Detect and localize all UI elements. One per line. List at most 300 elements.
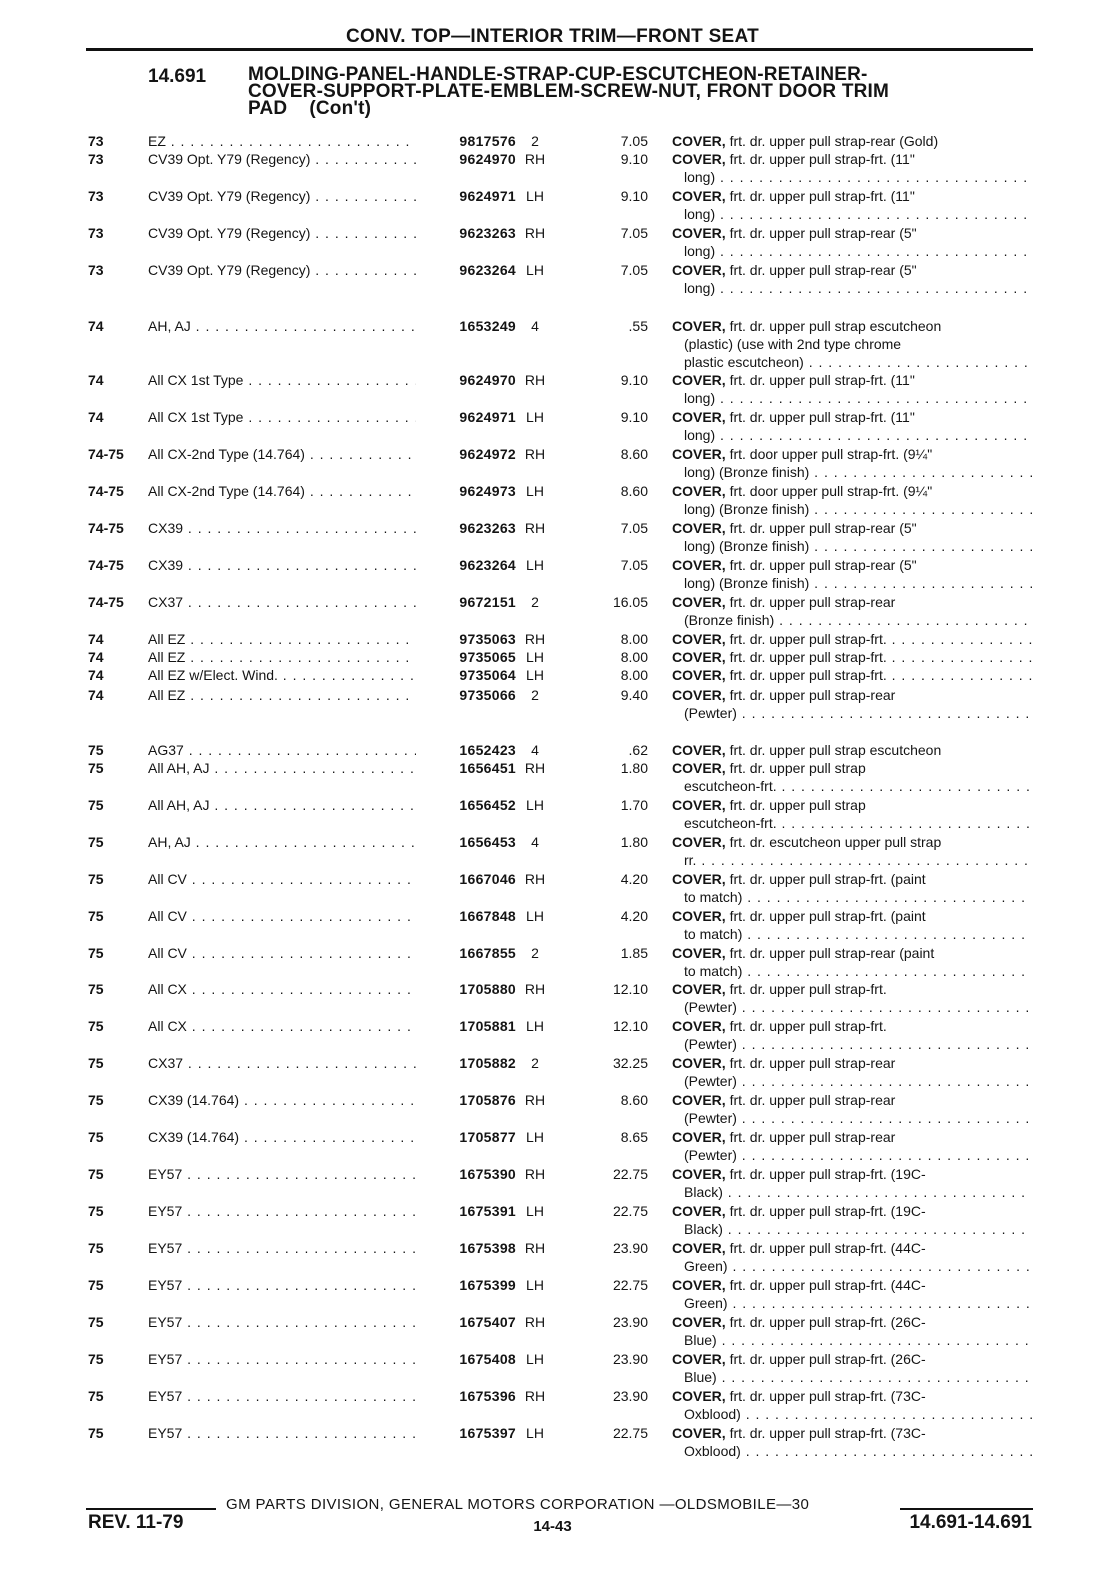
description-text: frt. dr. upper pull strap-rear — [729, 1129, 896, 1145]
description-keyword: COVER, — [672, 1203, 726, 1219]
description-line — [672, 317, 1032, 335]
part-number: 9623264 — [459, 557, 516, 573]
group-title — [248, 66, 1038, 117]
description — [672, 666, 1032, 684]
description-line — [672, 426, 1032, 444]
description — [672, 1054, 1032, 1090]
description-text: long) — [684, 169, 716, 185]
application: CX39 . . . — [148, 556, 416, 574]
description-text: frt. dr. upper pull strap-frt. (11" — [729, 188, 915, 204]
price: .55 — [628, 318, 648, 334]
price: 9.10 — [620, 409, 648, 425]
description-text: rr. — [684, 852, 697, 868]
description-line — [672, 1257, 1032, 1275]
description-text: frt. dr. upper pull strap-rear (5" — [729, 557, 917, 573]
model-year: 75 — [88, 1129, 104, 1145]
part-number: 9735063 — [459, 631, 516, 647]
description-text: frt. dr. upper pull strap — [729, 760, 866, 776]
application: CX39 (14.764) . . . — [148, 1128, 416, 1146]
part-number: 1705877 — [459, 1129, 516, 1145]
description-line — [672, 500, 1032, 518]
application: All AH, AJ . . . — [148, 796, 416, 814]
description-line — [672, 1128, 1032, 1146]
price: 7.05 — [620, 557, 648, 573]
description — [672, 1239, 1032, 1275]
description-line — [672, 630, 1032, 648]
quantity: 2 — [531, 945, 539, 961]
price: 8.00 — [620, 667, 648, 683]
description — [672, 1165, 1032, 1201]
footer-group-range: 14.691-14.691 — [909, 1512, 1032, 1533]
description-line — [672, 279, 1032, 297]
application: All AH, AJ . . . — [148, 759, 416, 777]
description — [672, 759, 1032, 795]
description-keyword: COVER, — [672, 1240, 726, 1256]
quantity: LH — [526, 649, 544, 665]
description-keyword: COVER, — [672, 1388, 726, 1404]
description-keyword: COVER, — [672, 318, 726, 334]
description-line — [672, 944, 1032, 962]
model-year: 74-75 — [88, 594, 124, 610]
quantity: 2 — [531, 133, 539, 149]
description-line — [672, 1072, 1032, 1090]
description-text: escutcheon-frt. — [684, 815, 777, 831]
quantity: LH — [526, 1203, 544, 1219]
application: All CX-2nd Type (14.764) . . . — [148, 482, 416, 500]
quantity: RH — [524, 631, 546, 647]
description-line — [672, 1424, 1032, 1442]
quantity: LH — [526, 1277, 544, 1293]
description-text: frt. dr. upper pull strap-rear (5" — [729, 262, 917, 278]
quantity: RH — [524, 1388, 546, 1404]
description-line — [672, 463, 1032, 481]
quantity: 2 — [531, 594, 539, 610]
model-year: 74 — [88, 667, 104, 683]
description — [672, 482, 1032, 518]
description-line — [672, 962, 1032, 980]
part-number: 9624971 — [459, 409, 516, 425]
description-keyword: COVER, — [672, 797, 726, 813]
description — [672, 408, 1032, 444]
quantity: RH — [524, 760, 546, 776]
model-year: 75 — [88, 1388, 104, 1404]
description-text: frt. dr. upper pull strap-frt. (26C- — [729, 1351, 926, 1367]
price: 9.10 — [620, 151, 648, 167]
description-text: to match) — [684, 889, 743, 905]
description-line — [672, 1313, 1032, 1331]
application: EY57 . . . — [148, 1202, 416, 1220]
model-year: 74 — [88, 409, 104, 425]
description-keyword: COVER, — [672, 1314, 726, 1330]
application: All CX . . . — [148, 1017, 416, 1035]
description-text: frt. dr. upper pull strap-rear (5" — [729, 520, 917, 536]
application: EZ . . . — [148, 132, 416, 150]
model-year: 75 — [88, 1277, 104, 1293]
description-keyword: COVER, — [672, 446, 726, 462]
description-line — [672, 1054, 1032, 1072]
part-number: 1705881 — [459, 1018, 516, 1034]
price: 9.10 — [620, 372, 648, 388]
description-text: (Pewter) — [684, 1147, 737, 1163]
model-year: 75 — [88, 1314, 104, 1330]
description — [672, 187, 1032, 223]
description-line — [672, 998, 1032, 1016]
price: 23.90 — [612, 1240, 648, 1256]
description-keyword: COVER, — [672, 631, 726, 647]
description — [672, 686, 1032, 722]
description-keyword: COVER, — [672, 557, 726, 573]
price: 16.05 — [612, 594, 648, 610]
application: All EZ . . . — [148, 630, 416, 648]
description-keyword: COVER, — [672, 133, 726, 149]
model-year: 74 — [88, 687, 104, 703]
model-year: 74 — [88, 649, 104, 665]
part-number: 9624972 — [459, 446, 516, 462]
description-keyword: COVER, — [672, 1129, 726, 1145]
model-year: 73 — [88, 133, 104, 149]
description-line — [672, 796, 1032, 814]
model-year: 73 — [88, 225, 104, 241]
description-line — [672, 335, 1032, 353]
description-text: frt. dr. upper pull strap-rear — [729, 687, 896, 703]
description-keyword: COVER, — [672, 372, 726, 388]
description-text: (plastic) (use with 2nd type chrome — [684, 336, 902, 352]
price: 22.75 — [612, 1166, 648, 1182]
quantity: LH — [526, 1018, 544, 1034]
description-text: frt. dr. upper pull strap-frt. (44C- — [729, 1240, 926, 1256]
description-keyword: COVER, — [672, 520, 726, 536]
price: 9.10 — [620, 188, 648, 204]
description-keyword: COVER, — [672, 1277, 726, 1293]
model-year: 73 — [88, 151, 104, 167]
model-year: 75 — [88, 1203, 104, 1219]
description — [672, 944, 1032, 980]
model-year: 74-75 — [88, 483, 124, 499]
application: All CX . . . — [148, 980, 416, 998]
model-year: 73 — [88, 262, 104, 278]
quantity: LH — [526, 667, 544, 683]
price: 7.05 — [620, 133, 648, 149]
description-keyword: COVER, — [672, 1018, 726, 1034]
part-number: 9735064 — [459, 667, 516, 683]
description-text: long) (Bronze finish) — [684, 464, 810, 480]
description-text: frt. dr. upper pull strap-frt. — [729, 649, 887, 665]
description-text: (Pewter) — [684, 999, 737, 1015]
description-line — [672, 1331, 1032, 1349]
description-keyword: COVER, — [672, 687, 726, 703]
description-text: frt. dr. upper pull strap-frt. (19C- — [729, 1166, 926, 1182]
part-number: 9624970 — [459, 372, 516, 388]
description-line — [672, 593, 1032, 611]
description-line — [672, 261, 1032, 279]
model-year: 75 — [88, 834, 104, 850]
description-line — [672, 1442, 1032, 1460]
description-line — [672, 1276, 1032, 1294]
price: 1.70 — [620, 797, 648, 813]
application: All CV . . . — [148, 907, 416, 925]
part-number: 1705876 — [459, 1092, 516, 1108]
description-text: frt. dr. upper pull strap-frt. (73C- — [729, 1388, 926, 1404]
price: 1.80 — [620, 834, 648, 850]
quantity: RH — [524, 1166, 546, 1182]
description-text: long) — [684, 390, 716, 406]
price: 4.20 — [620, 908, 648, 924]
part-number: 9817576 — [459, 133, 516, 149]
price: 8.60 — [620, 1092, 648, 1108]
description-text: frt. dr. upper pull strap-frt. (paint — [729, 908, 926, 924]
description-line — [672, 925, 1032, 943]
part-number: 9735065 — [459, 649, 516, 665]
group-title-line — [248, 100, 1038, 117]
model-year: 74-75 — [88, 557, 124, 573]
application: AH, AJ . . . — [148, 317, 416, 335]
description-line — [672, 187, 1032, 205]
part-number: 9623264 — [459, 262, 516, 278]
description — [672, 556, 1032, 592]
part-number: 1675407 — [459, 1314, 516, 1330]
quantity: RH — [524, 1240, 546, 1256]
quantity: 2 — [531, 687, 539, 703]
description-line — [672, 1387, 1032, 1405]
description-keyword: COVER, — [672, 1092, 726, 1108]
application: EY57 . . . — [148, 1424, 416, 1442]
description-text: frt. door upper pull strap-frt. (9¼" — [729, 446, 933, 462]
description-keyword: COVER, — [672, 483, 726, 499]
description-keyword: COVER, — [672, 649, 726, 665]
description-text: frt. dr. upper pull strap-rear (5" — [729, 225, 917, 241]
description — [672, 630, 1032, 648]
model-year: 74-75 — [88, 520, 124, 536]
description-line — [672, 519, 1032, 537]
description-text: frt. dr. upper pull strap escutcheon — [729, 318, 942, 334]
price: 22.75 — [612, 1425, 648, 1441]
part-number: 9735066 — [459, 687, 516, 703]
part-number: 1675399 — [459, 1277, 516, 1293]
price: 23.90 — [612, 1388, 648, 1404]
quantity: LH — [526, 188, 544, 204]
model-year: 73 — [88, 188, 104, 204]
quantity: 4 — [531, 318, 539, 334]
description-text: long) (Bronze finish) — [684, 538, 810, 554]
part-number: 1675408 — [459, 1351, 516, 1367]
description-line — [672, 1294, 1032, 1312]
model-year: 74-75 — [88, 446, 124, 462]
application: All CV . . . — [148, 944, 416, 962]
description-text: (Pewter) — [684, 705, 737, 721]
footer-rule — [900, 1508, 1033, 1510]
description-line — [672, 1202, 1032, 1220]
quantity: 4 — [531, 742, 539, 758]
description-line — [672, 556, 1032, 574]
description-line — [672, 1350, 1032, 1368]
description-text: frt. dr. upper pull strap-frt. (paint — [729, 871, 926, 887]
part-number: 1675391 — [459, 1203, 516, 1219]
description-text: long) (Bronze finish) — [684, 501, 810, 517]
description-line — [672, 1146, 1032, 1164]
part-number: 1667855 — [459, 945, 516, 961]
description-line — [672, 741, 1032, 759]
description-text: Black) — [684, 1221, 723, 1237]
quantity: RH — [524, 446, 546, 462]
description — [672, 1017, 1032, 1053]
application: AH, AJ . . . — [148, 833, 416, 851]
description-text: long) — [684, 427, 716, 443]
group-title-line: MOLDING-PANEL-HANDLE-STRAP-CUP-ESCUTCHEON-RETAINER- — [248, 64, 868, 85]
description — [672, 980, 1032, 1016]
description-text: Oxblood) — [684, 1443, 741, 1459]
description-text: Oxblood) — [684, 1406, 741, 1422]
application: EY57 . . . — [148, 1350, 416, 1368]
quantity: RH — [524, 520, 546, 536]
description — [672, 1424, 1032, 1460]
quantity: LH — [526, 262, 544, 278]
quantity: RH — [524, 1314, 546, 1330]
quantity: LH — [526, 908, 544, 924]
description-keyword: COVER, — [672, 1351, 726, 1367]
description-text: plastic escutcheon) — [684, 354, 804, 370]
description — [672, 1202, 1032, 1238]
description-keyword: COVER, — [672, 908, 726, 924]
model-year: 75 — [88, 945, 104, 961]
price: 22.75 — [612, 1277, 648, 1293]
description — [672, 132, 1032, 150]
description-line — [672, 1183, 1032, 1201]
description-text: (Pewter) — [684, 1073, 737, 1089]
part-number: 9623263 — [459, 225, 516, 241]
description — [672, 1128, 1032, 1164]
description-line — [672, 1239, 1032, 1257]
description-line — [672, 686, 1032, 704]
description-text: frt. dr. upper pull strap-rear — [729, 1055, 896, 1071]
application: EY57 . . . — [148, 1276, 416, 1294]
description-text: frt. dr. upper pull strap-rear (paint — [729, 945, 935, 961]
description-line — [672, 574, 1032, 592]
description-keyword: COVER, — [672, 742, 726, 758]
part-number: 9672151 — [459, 594, 516, 610]
description-line — [672, 870, 1032, 888]
description-text: Blue) — [684, 1369, 717, 1385]
price: 23.90 — [612, 1314, 648, 1330]
quantity: LH — [526, 409, 544, 425]
application: CV39 Opt. Y79 (Regency) . . . — [148, 224, 416, 242]
description — [672, 261, 1032, 297]
price: 9.40 — [620, 687, 648, 703]
description-text: to match) — [684, 926, 743, 942]
price: 1.80 — [620, 760, 648, 776]
model-year: 74 — [88, 318, 104, 334]
description-line — [672, 777, 1032, 795]
description-text: long) — [684, 206, 716, 222]
quantity: LH — [526, 797, 544, 813]
model-year: 75 — [88, 1092, 104, 1108]
description-line — [672, 980, 1032, 998]
footer-publisher: GM PARTS DIVISION, GENERAL MOTORS CORPORATION —OLDSMOBILE—30 — [226, 1496, 810, 1513]
footer-revision: REV. 11-79 — [88, 1512, 184, 1533]
part-number: 1675390 — [459, 1166, 516, 1182]
description-text: frt. door upper pull strap-frt. (9¼" — [729, 483, 933, 499]
description-keyword: COVER, — [672, 667, 726, 683]
application: CX37 . . . — [148, 1054, 416, 1072]
description-text: Blue) — [684, 1332, 717, 1348]
description-line — [672, 150, 1032, 168]
description-line — [672, 1368, 1032, 1386]
description — [672, 445, 1032, 481]
description-line — [672, 537, 1032, 555]
model-year: 75 — [88, 1166, 104, 1182]
application: All CX 1st Type . . . — [148, 408, 416, 426]
quantity: LH — [526, 1129, 544, 1145]
part-number: 1652423 — [459, 742, 516, 758]
description-line — [672, 1165, 1032, 1183]
application: CX39 . . . — [148, 519, 416, 537]
description-line — [672, 907, 1032, 925]
application: All CX-2nd Type (14.764) . . . — [148, 445, 416, 463]
part-number: 1675398 — [459, 1240, 516, 1256]
application: EY57 . . . — [148, 1313, 416, 1331]
price: 7.05 — [620, 225, 648, 241]
description — [672, 317, 1032, 371]
model-year: 75 — [88, 1425, 104, 1441]
footer-page-number: 14-43 — [533, 1518, 572, 1535]
description-keyword: COVER, — [672, 1055, 726, 1071]
model-year: 75 — [88, 1351, 104, 1367]
description-keyword: COVER, — [672, 151, 726, 167]
quantity: RH — [524, 1092, 546, 1108]
quantity: RH — [524, 225, 546, 241]
price: 8.60 — [620, 483, 648, 499]
description-text: (Pewter) — [684, 1036, 737, 1052]
application: All EZ . . . — [148, 648, 416, 666]
part-number: 9624973 — [459, 483, 516, 499]
description-line — [672, 445, 1032, 463]
description-text: frt. dr. upper pull strap-frt. — [729, 631, 887, 647]
description-line — [672, 648, 1032, 666]
part-number: 9624970 — [459, 151, 516, 167]
part-number: 1653249 — [459, 318, 516, 334]
description-keyword: COVER, — [672, 409, 726, 425]
description-text: frt. dr. upper pull strap-rear — [729, 594, 896, 610]
description-line — [672, 1035, 1032, 1053]
part-number: 1705882 — [459, 1055, 516, 1071]
application: EY57 . . . — [148, 1239, 416, 1257]
description-text: frt. dr. upper pull strap-frt. — [729, 667, 887, 683]
description — [672, 1276, 1032, 1312]
application: CV39 Opt. Y79 (Regency) . . . — [148, 261, 416, 279]
part-number: 1675396 — [459, 1388, 516, 1404]
price: 23.90 — [612, 1351, 648, 1367]
description-text: Black) — [684, 1184, 723, 1200]
part-number: 1656453 — [459, 834, 516, 850]
quantity: RH — [524, 871, 546, 887]
description-keyword: COVER, — [672, 945, 726, 961]
description-text: frt. dr. upper pull strap-frt. (44C- — [729, 1277, 926, 1293]
part-number: 1705880 — [459, 981, 516, 997]
description-keyword: COVER, — [672, 262, 726, 278]
description-keyword: COVER, — [672, 834, 726, 850]
footer-rule — [86, 1508, 216, 1510]
description-line — [672, 833, 1032, 851]
part-number: 1667046 — [459, 871, 516, 887]
application: All CX 1st Type . . . — [148, 371, 416, 389]
group-title-line: PAD — [248, 98, 288, 119]
model-year: 75 — [88, 981, 104, 997]
description-keyword: COVER, — [672, 225, 726, 241]
application: All EZ . . . — [148, 686, 416, 704]
description-line — [672, 389, 1032, 407]
part-number: 9623263 — [459, 520, 516, 536]
description-line — [672, 408, 1032, 426]
description — [672, 796, 1032, 832]
